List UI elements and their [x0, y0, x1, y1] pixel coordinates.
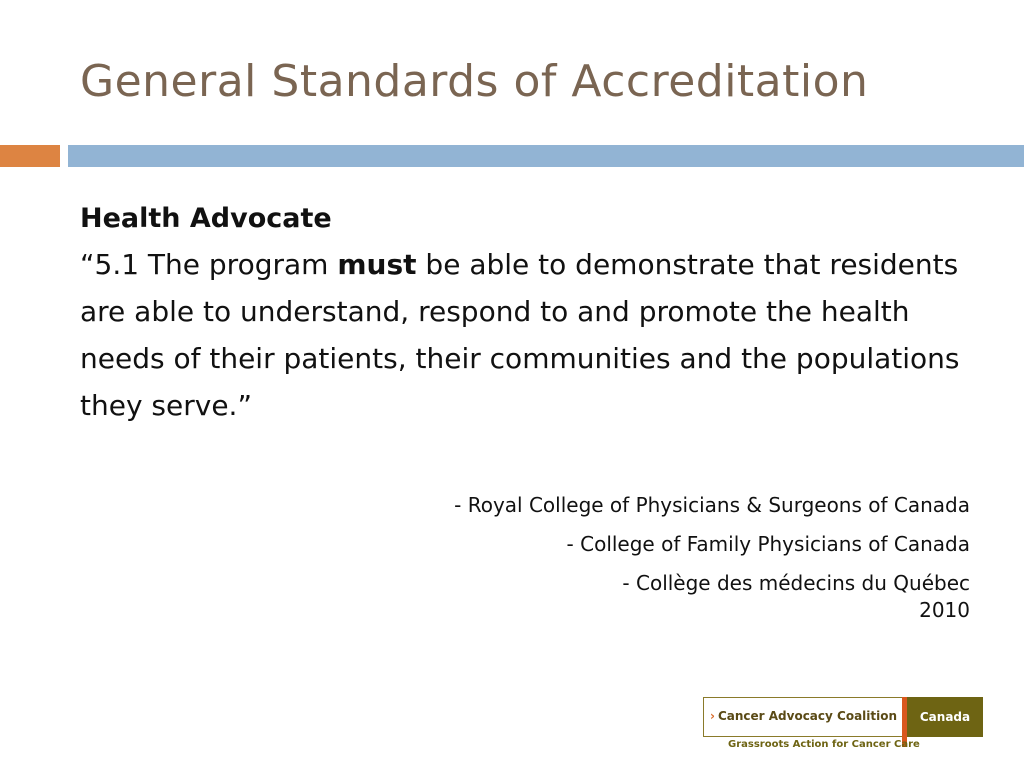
quote-text-end: be able to demonstrate that residents are able to understand, respond to and promote the health needs of their patients, their communities and the populations they serve.” [80, 248, 960, 422]
logo-name-text: Cancer Advocacy Coalition [717, 709, 898, 723]
attribution-line: - Royal College of Physicians & Surgeons of Canada [454, 493, 970, 517]
quote-text-start: “5.1 The program [80, 248, 338, 281]
accent-bar-blue [68, 145, 1024, 167]
logo-name-box [703, 697, 903, 737]
attribution-block [454, 492, 970, 624]
standard-quote [80, 241, 970, 429]
logo-country: Canada [907, 697, 983, 737]
slide-body [80, 197, 970, 429]
attribution-year: 2010 [919, 598, 970, 622]
quote-emphasis: must [337, 248, 417, 281]
accent-bar-orange [0, 145, 60, 167]
logo-name [710, 709, 897, 723]
attribution-line: - College of Family Physicians of Canada [566, 532, 970, 556]
logo-tagline: Grassroots Action for Cancer Care [728, 739, 920, 750]
chevron-right-icon: › [710, 709, 715, 723]
cancer-advocacy-coalition-logo [703, 697, 985, 752]
subheading: Health Advocate [80, 203, 332, 234]
attribution-line: - Collège des médecins du Québec [622, 571, 970, 595]
slide-title: General Standards of Accreditation [80, 56, 869, 107]
